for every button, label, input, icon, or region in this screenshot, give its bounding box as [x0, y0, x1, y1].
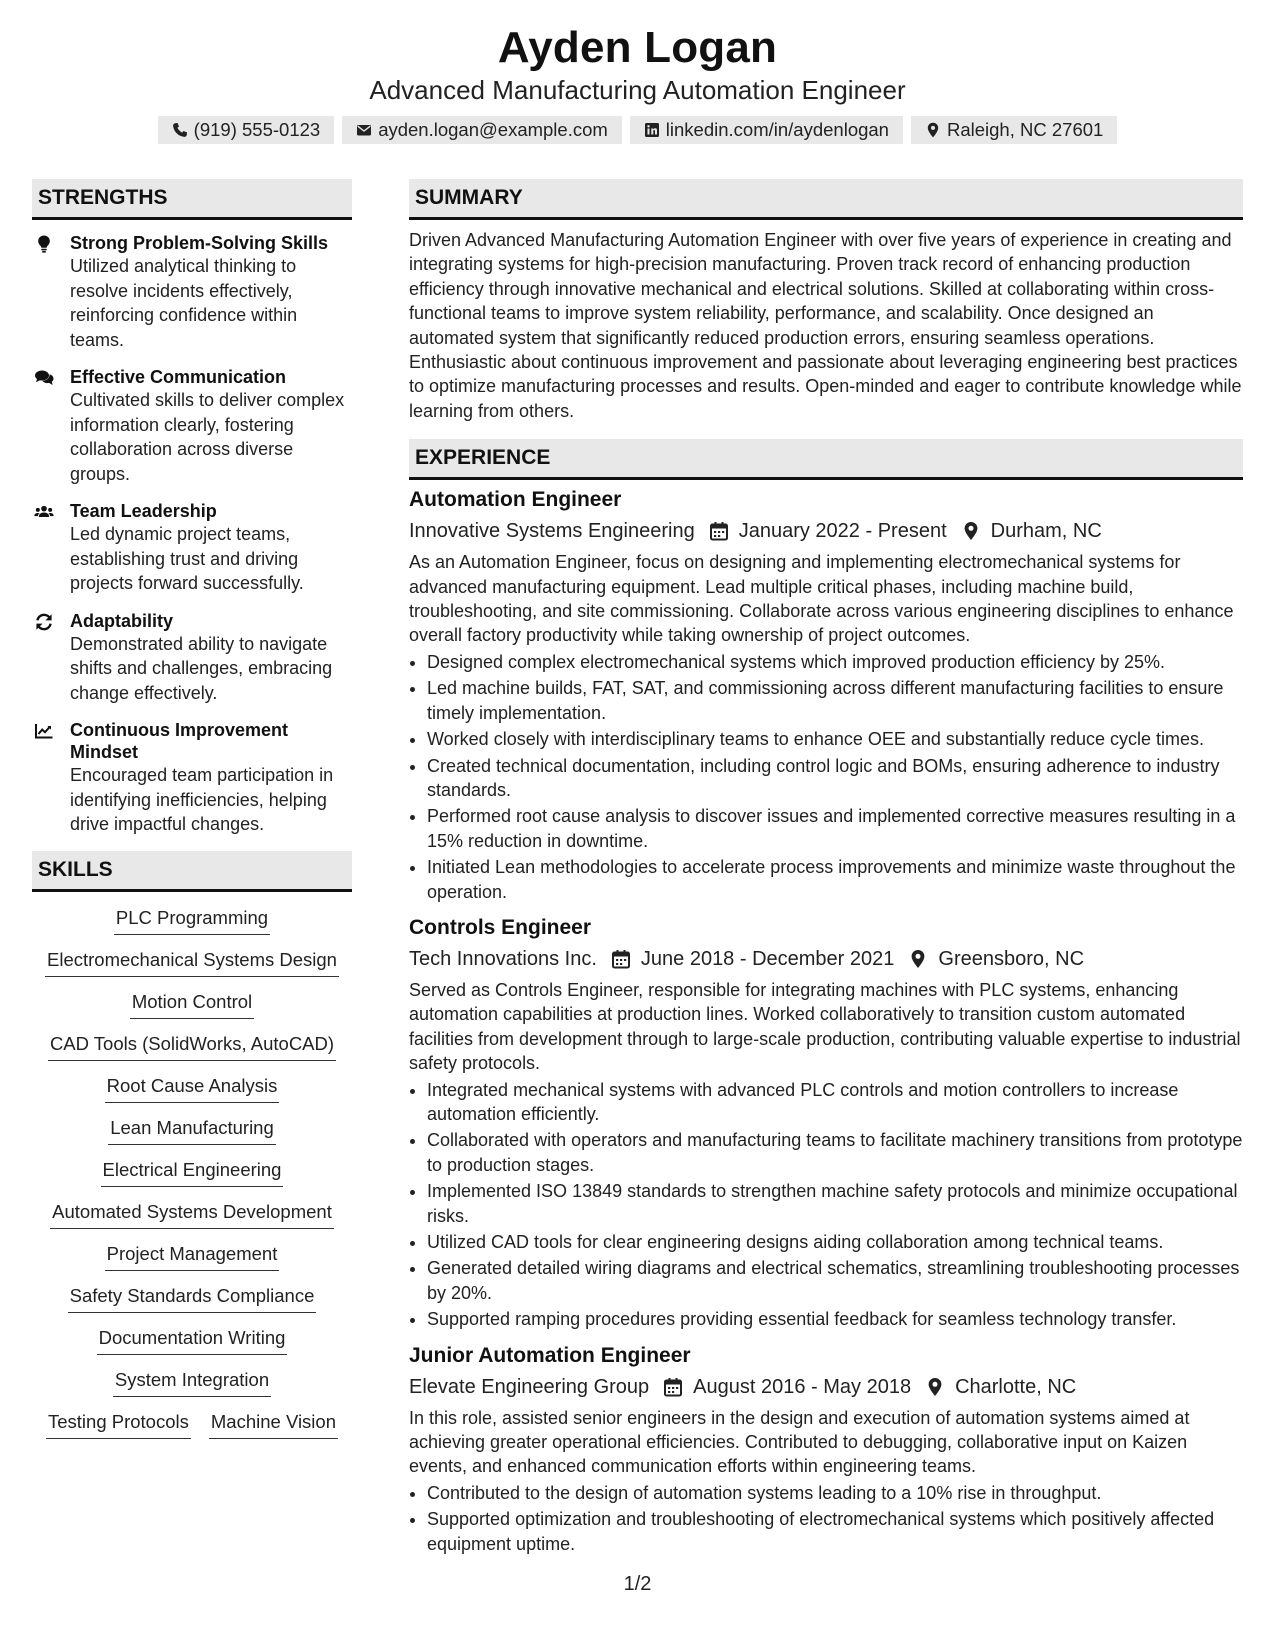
contact-phone-text: (919) 555-0123: [193, 119, 321, 140]
strength-item: [32, 719, 352, 837]
job-entry: [409, 914, 1243, 1332]
skill-tag: Automated Systems Development: [50, 1200, 334, 1229]
calendar-icon: [709, 521, 729, 541]
strength-title: Continuous Improvement Mindset: [70, 720, 289, 762]
skill-tag: Documentation Writing: [97, 1326, 288, 1355]
strength-title: Effective Communication: [70, 367, 287, 387]
strength-desc: Cultivated skills to deliver complex information clearly, fostering collaboration across diverse groups.: [70, 390, 345, 484]
job-bullet: • Supported optimization and troubleshooting of electromechanical systems which positively affected equipment uptime.: [427, 1507, 1243, 1556]
company-name: Elevate Engineering Group: [409, 1375, 650, 1398]
contact-location: [911, 116, 1117, 144]
job-meta: [409, 516, 1243, 546]
job-dates: August 2016 - May 2018: [693, 1375, 912, 1398]
job-bullet: • Led machine builds, FAT, SAT, and commissioning across different manufacturing facilities to ensure timely implementation.: [427, 676, 1243, 725]
job-bullet: • Designed complex electromechanical systems which improved production efficiency by 25%.: [427, 650, 1243, 674]
strength-item: [32, 366, 352, 486]
job-bullets: [409, 650, 1243, 904]
calendar-icon: [663, 1377, 683, 1397]
location-pin-icon: [925, 1377, 945, 1397]
job-dates: June 2018 - December 2021: [640, 947, 895, 970]
page-number: 1/2: [623, 1573, 652, 1595]
job-description: Served as Controls Engineer, responsible for integrating machines with PLC systems, enhancing automation capabilities at production lines. Worked collaboratively to transition custom automated facilities from development through to large-scale production, contributing valuable expertise to industrial safety protocols.: [409, 979, 1241, 1074]
skill-tag: Lean Manufacturing: [108, 1116, 276, 1145]
candidate-title: Advanced Manufacturing Automation Engineer: [369, 75, 906, 105]
job-location: Greensboro, NC: [938, 947, 1085, 970]
job-bullet: • Generated detailed wiring diagrams and electrical schematics, streamlining troubleshooting processes by 20%.: [427, 1256, 1243, 1305]
job-title: Automation Engineer: [409, 488, 622, 512]
contact-email-text: ayden.logan@example.com: [378, 119, 608, 140]
strength-item: [32, 500, 352, 596]
strengths-list: [32, 232, 352, 837]
email-icon: [356, 122, 372, 138]
strength-desc: Demonstrated ability to navigate shifts and challenges, embracing change effectively.: [70, 633, 333, 703]
job-bullet: • Initiated Lean methodologies to accelerate process improvements and minimize waste throughout the operation.: [427, 855, 1243, 904]
job-entry: [409, 1342, 1243, 1556]
strength-title: Strong Problem-Solving Skills: [70, 233, 329, 253]
job-entry: [409, 486, 1243, 904]
right-column: [409, 179, 1243, 1558]
skill-tag: Testing Protocols: [46, 1410, 191, 1439]
company-name: Innovative Systems Engineering: [409, 520, 695, 543]
skill-tag: Electromechanical Systems Design: [45, 948, 339, 977]
skill-tag: Project Management: [105, 1242, 280, 1271]
skill-tag: CAD Tools (SolidWorks, AutoCAD): [48, 1032, 336, 1061]
candidate-name: Ayden Logan: [497, 23, 778, 72]
resume-header: [0, 0, 1275, 144]
strength-desc: Led dynamic project teams, establishing trust and driving projects forward successfully.: [70, 524, 304, 593]
linkedin-icon: [644, 122, 660, 138]
job-bullet: • Utilized CAD tools for clear engineering designs aiding collaboration among technical teams.: [427, 1230, 1243, 1254]
summary-text: Driven Advanced Manufacturing Automation Engineer with over five years of experience in creating and integrating systems for high-precision manufacturing. Proven track record of enhancing production efficiency through innovative mechanical and electrical solutions. Skilled at collaborating within cross-functional teams to improve system reliability, performance, and scalability. Once designed an automated system that significantly reduced production errors, ensuring seamless operations. Enthusiastic about continuous improvement and passionate about leveraging engineering best practices to optimize manufacturing processes and results. Open-minded and eager to contribute knowledge while learning from others.: [409, 230, 1242, 421]
job-bullet: • Worked closely with interdisciplinary teams to enhance OEE and substantially reduce cycle times.: [427, 727, 1243, 751]
location-pin-icon: [961, 521, 981, 541]
sync-icon: [32, 610, 70, 706]
job-bullets: [409, 1078, 1243, 1332]
users-icon: [32, 500, 70, 596]
job-title: Junior Automation Engineer: [409, 1343, 691, 1367]
strength-item: [32, 610, 352, 706]
strength-title: Team Leadership: [70, 501, 217, 521]
job-bullet: • Contributed to the design of automation systems leading to a 10% rise in throughput.: [427, 1481, 1243, 1505]
skill-tag: PLC Programming: [114, 906, 270, 935]
strength-desc: Utilized analytical thinking to resolve incidents effectively, reinforcing confidence within teams.: [70, 256, 298, 350]
experience-heading: EXPERIENCE: [409, 439, 1243, 480]
strength-title: Adaptability: [70, 610, 174, 631]
job-description: As an Automation Engineer, focus on designing and implementing electromechanical systems for advanced manufacturing equipment. Lead multiple critical phases, including machine build, troubleshooting, and site commissioning. Collaborate across various engineering disciplines to enhance overall factory productivity while taking ownership of project outcomes.: [409, 552, 1234, 646]
job-dates: January 2022 - Present: [738, 520, 947, 543]
contact-linkedin[interactable]: [630, 116, 903, 144]
skill-tag: Electrical Engineering: [101, 1158, 284, 1187]
skill-tag: Motion Control: [130, 990, 254, 1019]
contact-phone[interactable]: [158, 116, 335, 144]
job-bullet: • Created technical documentation, including control logic and BOMs, ensuring adherence to industry standards.: [427, 754, 1243, 803]
left-column: [32, 179, 352, 1452]
skill-tag: Machine Vision: [209, 1410, 338, 1439]
job-bullets: [409, 1481, 1243, 1556]
job-meta: [409, 944, 1243, 974]
phone-icon: [172, 122, 188, 138]
skill-tag: Safety Standards Compliance: [68, 1284, 317, 1313]
skill-tag: System Integration: [113, 1368, 271, 1397]
summary-heading: SUMMARY: [409, 179, 1243, 220]
location-pin-icon: [908, 949, 928, 969]
job-meta: [409, 1372, 1243, 1402]
skill-tag: Root Cause Analysis: [105, 1074, 280, 1103]
contact-linkedin-text: linkedin.com/in/aydenlogan: [665, 119, 889, 140]
skills-list: [32, 906, 352, 1439]
strength-item: [32, 232, 352, 352]
job-location: Durham, NC: [990, 520, 1102, 543]
comments-icon: [32, 366, 70, 486]
calendar-icon: [611, 949, 631, 969]
company-name: Tech Innovations Inc.: [409, 947, 597, 970]
job-bullet: • Collaborated with operators and manufacturing teams to facilitate machinery transitions from prototype to production stages.: [427, 1128, 1243, 1177]
chart-line-icon: [32, 719, 70, 837]
job-description: In this role, assisted senior engineers in the design and execution of automation systems aimed at achieving greater operational efficiencies. Contributed to debugging, collaborative input on Kaizen events, and enhanced communication efforts within engineering teams.: [409, 1407, 1190, 1477]
strengths-heading: STRENGTHS: [32, 179, 352, 220]
strength-desc: Encouraged team participation in identifying inefficiencies, helping drive impactful changes.: [70, 765, 334, 834]
contact-email[interactable]: [342, 116, 622, 144]
job-title: Controls Engineer: [409, 915, 592, 939]
contact-location-text: Raleigh, NC 27601: [946, 119, 1104, 140]
location-pin-icon: [925, 122, 941, 138]
contact-bar: [0, 116, 1275, 144]
job-bullet: • Integrated mechanical systems with advanced PLC controls and motion controllers to increase automation efficiently.: [427, 1078, 1243, 1127]
job-bullet: • Performed root cause analysis to discover issues and implemented corrective measures resulting in a 15% reduction in downtime.: [427, 804, 1243, 853]
skills-heading: SKILLS: [32, 851, 352, 892]
lightbulb-icon: [32, 232, 70, 352]
job-location: Charlotte, NC: [955, 1375, 1077, 1398]
job-bullet: • Implemented ISO 13849 standards to strengthen machine safety protocols and minimize occupational risks.: [427, 1179, 1243, 1228]
job-bullet: • Supported ramping procedures providing essential feedback for seamless technology transfer.: [427, 1307, 1243, 1331]
